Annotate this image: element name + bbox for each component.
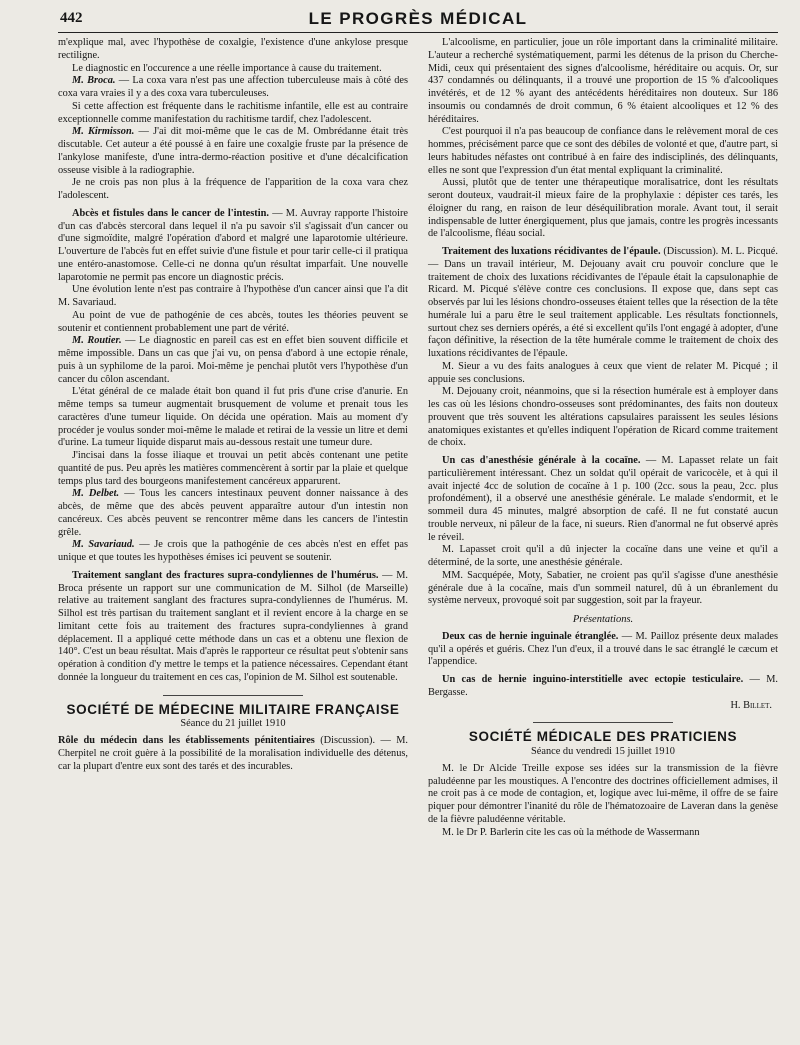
paragraph [58,570,408,685]
paragraph-text: Le diagnostic en l'occurence a une réelle importance à cause du traitement. [72,62,382,74]
session-date: Séance du 21 juillet 1910 [180,718,286,730]
paragraph [428,570,778,608]
paragraph-text: M. le Dr P. Barlerin cite les cas où la méthode de Wassermann [442,826,700,838]
section-heading: Abcès et fistules dans le cancer de l'intestin. [72,207,269,219]
page-number: 442 [60,10,83,26]
paragraph [58,75,408,101]
author-signature: H. Billet. [730,699,772,711]
section-heading: Un cas d'anesthésie générale à la cocaïne. [442,455,641,466]
paragraph [58,488,408,539]
paragraph-text: L'alcoolisme, en particulier, joue un rôle important dans la criminalité militaire. L'auteur a recherché systématiquement, parmi les détenus de la prison du Cherche-Midi, ceux qui présentaient des signes d'alcoolisme, héréditaire ou acquis. Or, sur 437 condamnés ou délinquants, il a trouvé une proportion de 15 % d'alcooliques invétérés, et de 12 % ayant des antécédents héréditaires non douteux. Sur 186 insoumis ou condamnés de droit commun, 6 % étaient alcooliques et 12 % des héréditaires. [428,37,778,125]
session-date: Séance du vendredi 15 juillet 1910 [531,746,675,757]
signature-line [428,700,778,713]
paragraph [58,101,408,127]
society-header [428,722,778,759]
paragraph [58,284,408,310]
section-heading: Traitement sanglant des fractures supra-condyliennes de l'humérus. [72,569,379,581]
paragraph-text: M. Lapasset croit qu'il a dû injecter la cocaïne dans une veine et qu'il a déterminé, de la sorte, une anesthésie générale. [428,544,778,568]
paragraph-text: — Le diagnostic en pareil cas est en effet bien souvent difficile et même impossible. Dans un cas que j'ai vu, on pensa d'abord à une ectopie rénale, puis à un syphilome de la paroi. Moi-même je penchai plutôt vers l'hypothèse d'un cancer du côlon ascendant. [58,335,408,385]
paragraph [428,126,778,177]
paragraph [58,735,408,773]
paragraph [58,63,408,76]
paragraph-text: Si cette affection est fréquente dans le rachitisme infantile, elle est au contraire exceptionnelle comme manifestation du rachitisme tardif, chez l'adolescent. [58,100,408,125]
society-title: SOCIÉTÉ DE MÉDECINE MILITAIRE FRANÇAISE [66,701,400,717]
paragraph-text: — Je crois que la pathogénie de ces abcès n'est en effet pas unique et que toutes les hypothèses émises ici peuvent se soutenir. [58,539,408,563]
paragraph-text: — M. Broca présente un rapport sur une communication de M. Silhol (de Marseille) relative au traitement sanglant des fractures supra-condyliennes de l'humérus. M. Silhol est très partisan du traitement sanglant et il revient encore à la charge en se limitant cette fois au traitement des fractures supra-condyliennes à grand déplacement. Il a appliqué cette méthode dans un cas et a obtenu une flexion de 140°. C'est un beau résultat. Mais d'après le rapporteur ce résultat peut s'obtenir sans opération à condition d'y mettre le temps et la patience nécessaires. Cependant étant donnée la longueur du traitement en ces cas, l'opinion de M. Silhol est soutenable. [58,569,408,683]
divider-rule [163,695,303,696]
speaker-name: M. Kirmisson. [72,126,135,138]
paragraph [428,361,778,387]
paragraph-text: — M. Pailloz présente deux malades qu'il a opérés et guéris. Chez l'un d'eux, il a trouvé dans le sac étranglé le cæcum et l'appendice. [428,630,778,668]
paragraph-text: Au point de vue de pathogénie de ces abcès, toutes les théories peuvent se soutenir et contiennent probablement une part de vérité. [58,309,408,334]
paragraph [58,386,408,450]
paragraph-text: M. le Dr Alcide Treille expose ses idées sur la transmission de la fièvre paludéenne par les moustiques. A l'encontre des doctrines officiellement admises, il ne croit pas à ce mode de contagion, et, logique avec lui-même, il offre de se faire piquer pour démontrer l'inanité du rôle de l'hématozoaire de Laveran dans la genèse de la fièvre paludéenne véritable. [428,762,778,825]
paragraph [58,126,408,177]
paragraph [58,450,408,488]
text-columns [58,37,778,839]
paragraph-text: M. Dejouany croit, néanmoins, que si la résection humérale est à employer dans les cas où les lésions chondro-osseuses sont prédominantes, des faits non douteux prouvent que très souvent les altérations capsulaires paraissent les seules lésions anatomiques existantes et qu'elles indiquent l'opération de Ricard comme traitement de choix. [428,386,778,449]
section-heading: Un cas de hernie inguino-interstitielle avec ectopie testiculaire. [442,674,744,685]
paragraph-text: C'est pourquoi il n'a pas beaucoup de confiance dans le relèvement moral de ces hommes, précisément parce que ce sont des débiles de volonté et que, d'autre part, si leurs habitudes néfastes ont contribué à en faire des indisciplinés, des délinquants, elles ne sont que l'expression d'un état mental expliquant la criminalité. [428,126,778,176]
section-heading: Traitement des luxations récidivantes de l'épaule. [442,246,661,257]
paragraph [58,208,408,285]
paragraph [428,827,778,840]
paragraph [428,544,778,570]
paragraph [428,37,778,126]
paragraph-text: J'incisai dans la fosse iliaque et trouvai un petit abcès contenant une petite quantité de pus. Peu après les matières commencèrent à sortir par la plaie et quelque temps plus tard des bourgeons manifestement cancéreux apparurent. [58,450,408,487]
paragraph [58,177,408,203]
paragraph [428,631,778,669]
paragraph-text: (Discussion). — M. Cherpitel ne croit guère à la possibilité de la moralisation individuelle des détenus, car la plupart d'entre eux sont des tarés et des incurables. [58,735,408,772]
paragraph-text: Aussi, plutôt que de tenter une thérapeutique moralisatrice, dont les résultats seront douteux, vaudrait-il mieux faire de la prophylaxie : dépister ces tarés, les éloigner du rang, en raison de leur déséquilibration morale. Avant tout, il serait indispensable de lutter énergiquement, plus que jamais, contre les progrès incessants de l'alcoolisme, fléau social. [428,177,778,240]
speaker-name: M. Savariaud. [72,539,135,551]
paragraph [58,335,408,386]
paragraph-text: — J'ai dit moi-même que le cas de M. Ombrédanne était très discutable. Cet auteur a été poussé à en faire une coxalgie fruste par la présence de l'ankylose manifeste, d'une intra-dermo-réaction positive et d'une décalcification osseuse visible à la radiographie. [58,126,408,176]
speaker-name: M. Broca. [72,75,116,87]
paragraph-text: Une évolution lente n'est pas contraire à l'hypothèse d'un cancer ainsi que l'a dit M. Savariaud. [58,284,408,308]
paragraph-text: M. Sieur a vu des faits analogues à ceux que vient de relater M. Picqué ; il appuie ses conclusions. [428,360,778,385]
paragraph [428,674,778,700]
society-title: SOCIÉTÉ MÉDICALE DES PRATICIENS [468,729,738,745]
paragraph-text: — M. Bergasse. [428,674,778,698]
journal-title: LE PROGRÈS MÉDICAL [308,9,528,28]
paragraph [58,310,408,336]
divider-rule [533,722,673,723]
section-heading: Deux cas de hernie inguinale étranglée. [442,630,619,642]
speaker-name: M. Delbet. [72,488,120,500]
paragraph-text: — Tous les cancers intestinaux peuvent donner naissance à des abcès, de même que des abcès peuvent apparaître autour d'un intestin non cancéreux. Ces abcès peuvent se rencontrer même dans les cancers de l'intestin grêle. [58,488,408,538]
paragraph-text: L'état général de ce malade était bon quand il fut pris d'une crise d'anurie. En même temps sa tumeur augmentait brusquement de volume et prenait tous les caractères d'une tumeur liquide. On décida une opération. Mais au moment d'y procéder je voulus sonder moi-même le malade et retirai de la vessie un litre et demi d'urine. La tumeur liquide disparut mais au-dessous restait une tumeur dure. [58,386,408,449]
paragraph-text: MM. Sacquépée, Moty, Sabatier, ne croient pas qu'il s'agisse d'une anesthésie générale due à la cocaïne, mais d'un sommeil naturel, dû à un ébranlement du système nerveux, provoqué soit par suggestion, soit par la frayeur. [428,569,778,607]
paragraph [58,37,408,63]
paragraph-text: — M. Lapasset relate un fait particulièrement intéressant. Chez un soldat qu'il opérait de varicocèle, et à qui il avait injecté 4cc de solution de cocaïne à 1 p. 100 (2cc. sous la peau, 2cc. plus profondément), il a observé une anesthésie générale. Le malade s'endormit, et le sommeil dura 45 minutes, malgré absorption de café. Il ne fut constaté aucun trouble nerveux, ni pâleur de la face, ni sueurs. Rien d'anormal ne fut observé après le réveil. [428,455,778,543]
paragraph-text: — M. Auvray rapporte l'histoire d'un cas d'abcès stercoral dans lequel il n'a pu savoir s'il s'agissait d'un cancer ou d'une sigmoïdite, malgré l'opération d'abord et malgré une laparotomie ultérieure. L'ouverture de l'abcès fut en effet suivie d'une fistule et pour tarir celle-ci il pratiqua une entéro-anastomose. Celle-ci ne donna qu'un résultat imparfait. Une nouvelle laparotomie ne permit pas encore un diagnostic précis. [58,207,408,283]
paragraph-text: — La coxa vara n'est pas une affection tuberculeuse mais à côté des coxa vara vraies il y a des coxa vara tuberculeuses. [58,75,408,99]
paragraph-text: m'explique mal, avec l'hypothèse de coxalgie, l'existence d'une ankylose presque rectiligne. [58,37,408,61]
paragraph [428,386,778,450]
page-header [58,6,778,33]
section-heading: Rôle du médecin dans les établissements pénitentiaires [58,735,315,746]
paragraph [58,539,408,565]
speaker-name: M. Routier. [72,335,122,347]
paragraph [428,455,778,544]
left-column [58,37,408,839]
paragraph [428,763,778,827]
presentations-heading: Présentations. [572,614,634,625]
paragraph [428,177,778,241]
right-column [428,37,778,839]
paragraph [428,246,778,361]
paragraph-text: Je ne crois pas non plus à la fréquence de l'apparition de la coxa vara chez l'adolescent. [58,177,408,201]
society-header [58,695,408,732]
paragraph-text: (Discussion). M. L. Picqué. — Dans un travail intérieur, M. Dejouany avait cru pouvoir conclure que le traitement de choix des luxations récidivantes de l'épaule était la capsulonaphie de Ricard. M. Picqué s'élève contre ces conclusions. Il expose que, dans sept cas observés par lui les lésions chondro-osseuses étaient telles que la résection de la tête humérale lui a paru être le seul traitement applicable. Les résultats fonctionnels, surtout chez ses derniers opérés, a été si excellent qu'ils l'ont engagé à adopter, d'une façon définitive, la résection de la tête humérale comme le traitement de choix des luxations récidivantes de l'épaule. [428,246,778,359]
